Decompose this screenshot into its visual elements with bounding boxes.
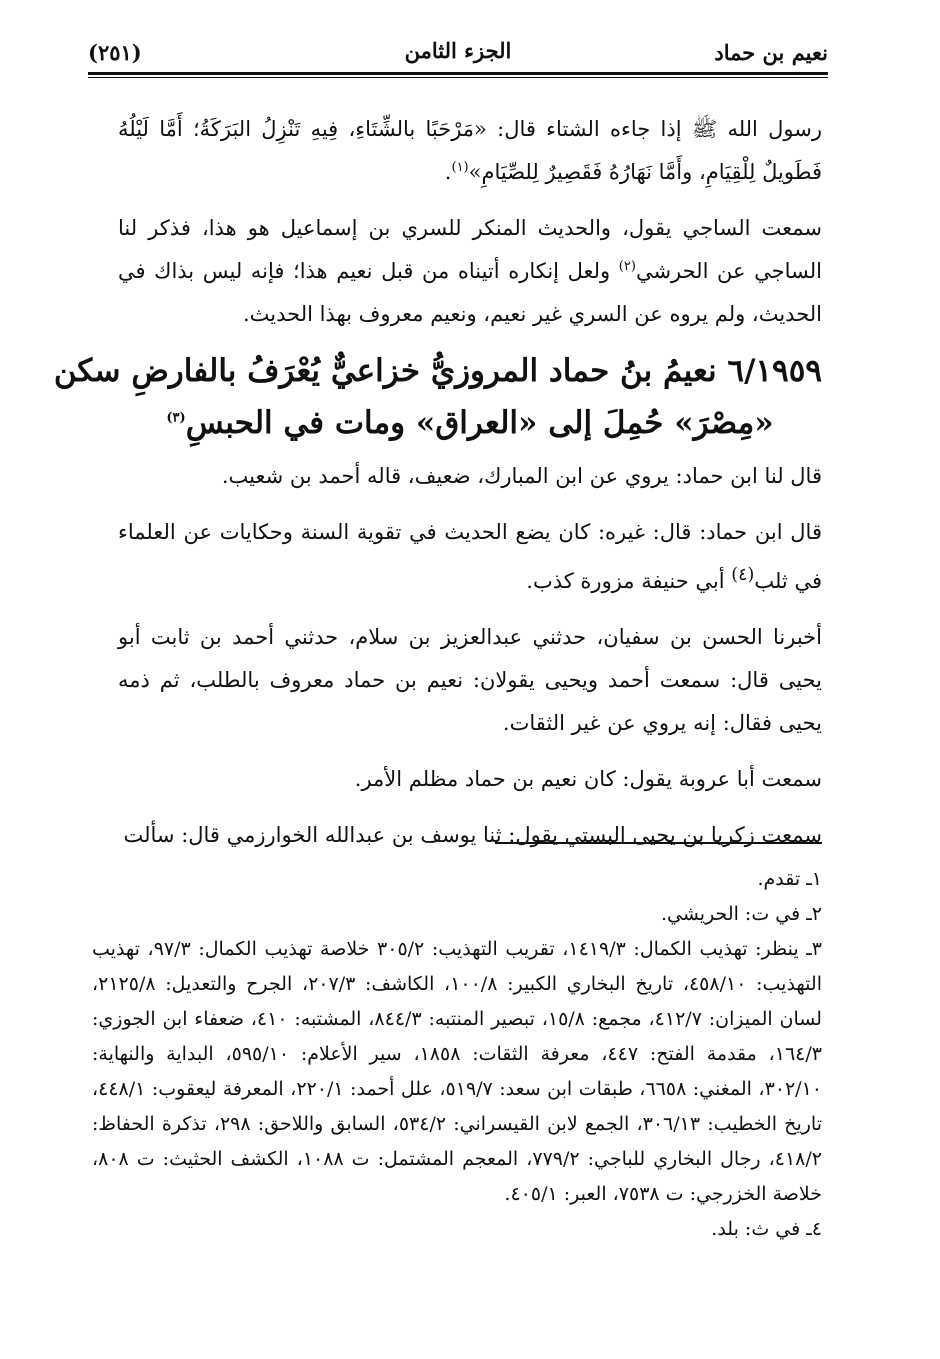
footnote-ref-1: (١) <box>451 160 469 175</box>
footnote-ref-4: (٤) <box>731 565 755 585</box>
page-number: (٢٥١) <box>88 40 142 65</box>
paragraph-saji: سمعت الساجي يقول، والحديث المنكر للسري بن إسماعيل هو هذا، فذكر لنا الساجي عن الحرشي$^{(٢)}$ ولعل إنكاره أتيناه من قبل نعيم هذا؛ فإنه ليس بذاك في الحديث، ولم يروه عن السري غير نعيم، ونعيم معروف بهذا الحديث. <box>118 216 822 326</box>
paragraph-hasan-ibn-sufyan: أخبرنا الحسن بن سفيان، حدثني عبدالعزيز بن سلام، حدثني أحمد بن ثابت أبو يحيى قال: سمعت أحمد ويحيى يقولان: نعيم بن حماد معروف بالطلب، ثم ذمه يحيى فقال: إنه يروي عن غير الثقات. <box>118 625 822 735</box>
paragraph-abu-aruba: سمعت أبا عروبة يقول: كان نعيم بن حماد مظلم الأمر. <box>354 767 822 791</box>
paragraph-hadith: رسول الله ﷺ إذا جاءه الشتاء قال: «مَرْحَبًا بالشِّتَاءِ، فِيهِ تَنْزِلُ البَرَكَةُ؛ أَمَّا لَيْلُهُ فَطَويلٌ لِلْقِيَامِ، وأَمَّا نَهَارُهُ فَقَصِيرٌ لِلصِّيَامِ»$^{(١)}$. <box>118 117 822 184</box>
page-header <box>88 34 828 74</box>
header-rule <box>88 72 828 75</box>
paragraph-ibn-hammad: قال لنا ابن حماد: يروي عن ابن المبارك، ضعيف، قاله أحمد بن شعيب. <box>221 464 822 488</box>
footnote-ref-3: (٣) <box>166 410 186 426</box>
footnote-1: ١ـ تقدم. <box>757 868 822 890</box>
footnotes <box>92 862 822 1247</box>
body-text-top <box>118 108 822 336</box>
running-head-author: نعيم بن حماد <box>714 40 828 65</box>
entry-title-line-1: ٦/١٩٥٩ نعيمُ بنُ حماد المروزيُّ خزاعيٌّ يُعْرَفُ بالفارضِ سكن <box>53 353 822 389</box>
footnote-ref-2: (٢) <box>618 259 636 274</box>
paragraph-ghayruhu: قال ابن حماد: قال: غيره: كان يضع الحديث في تقوية السنة وحكايات عن العلماء في ثلب$^{(٤)}$ أبي حنيفة مزورة كذب. <box>118 520 822 593</box>
paragraph-zakariya: سمعت زكريا بن يحيى البستي يقول: ثنا يوسف بن عبدالله الخوارزمي قال: سألت <box>123 823 822 847</box>
header-rule-thin <box>88 77 828 78</box>
footnote-3: ٣ـ ينظر: تهذيب الكمال: ١٤١٩/٣، تقريب التهذيب: ٣٠٥/٢ خلاصة تهذيب الكمال: ٩٧/٣، تهذيب التهذيب: ٤٥٨/١٠، تاريخ البخاري الكبير: ١٠٠/٨، الكاشف: ٢٠٧/٣، الجرح والتعديل: ٢١٢٥/٨، لسان الميزان: ٤١٢/٧، مجمع: ١٥/٨، تبصير المنتبه: ٨٤٤/٣، المشتبه: ٤١٠، ضعفاء ابن الجوزي: ١٦٤/٣، مقدمة الفتح: ٤٤٧، معرفة الثقات: ١٨٥٨، سير الأعلام: ٥٩٥/١٠، البداية والنهاية: ٣٠٢/١٠، المغني: ٦٦٥٨، طبقات ابن سعد: ٥١٩/٧، علل أحمد: ٢٢٠/١، المعرفة ليعقوب: ٤٤٨/١، تاريخ الخطيب: ٣٠٦/١٣، الجمع لابن القيسراني: ٥٣٤/٢، السابق واللاحق: ٢٩٨، تذكرة الحفاظ: ٤١٨/٢، رجال البخاري للباجي: ٧٧٩/٢، المعجم المشتمل: ت ١٠٨٨، الكشف الحثيث: ت ٨٠٨، خلاصة الخزرجي: ت ٧٥٣٨، العبر: ٤٠٥/١. <box>92 938 822 1205</box>
entry-title <box>53 345 822 449</box>
footnote-2: ٢ـ في ت: الحريشي. <box>660 903 822 925</box>
entry-title-line-2: «مِصْرَ» حُمِلَ إلى «العراق» ومات في الحبسِ$^{(٣)}$ <box>166 405 774 441</box>
footnote-rule <box>495 842 822 844</box>
footnote-4: ٤ـ في ث: بلد. <box>711 1218 822 1240</box>
body-text-bottom <box>118 455 822 857</box>
running-head-volume: الجزء الثامن <box>404 38 512 63</box>
